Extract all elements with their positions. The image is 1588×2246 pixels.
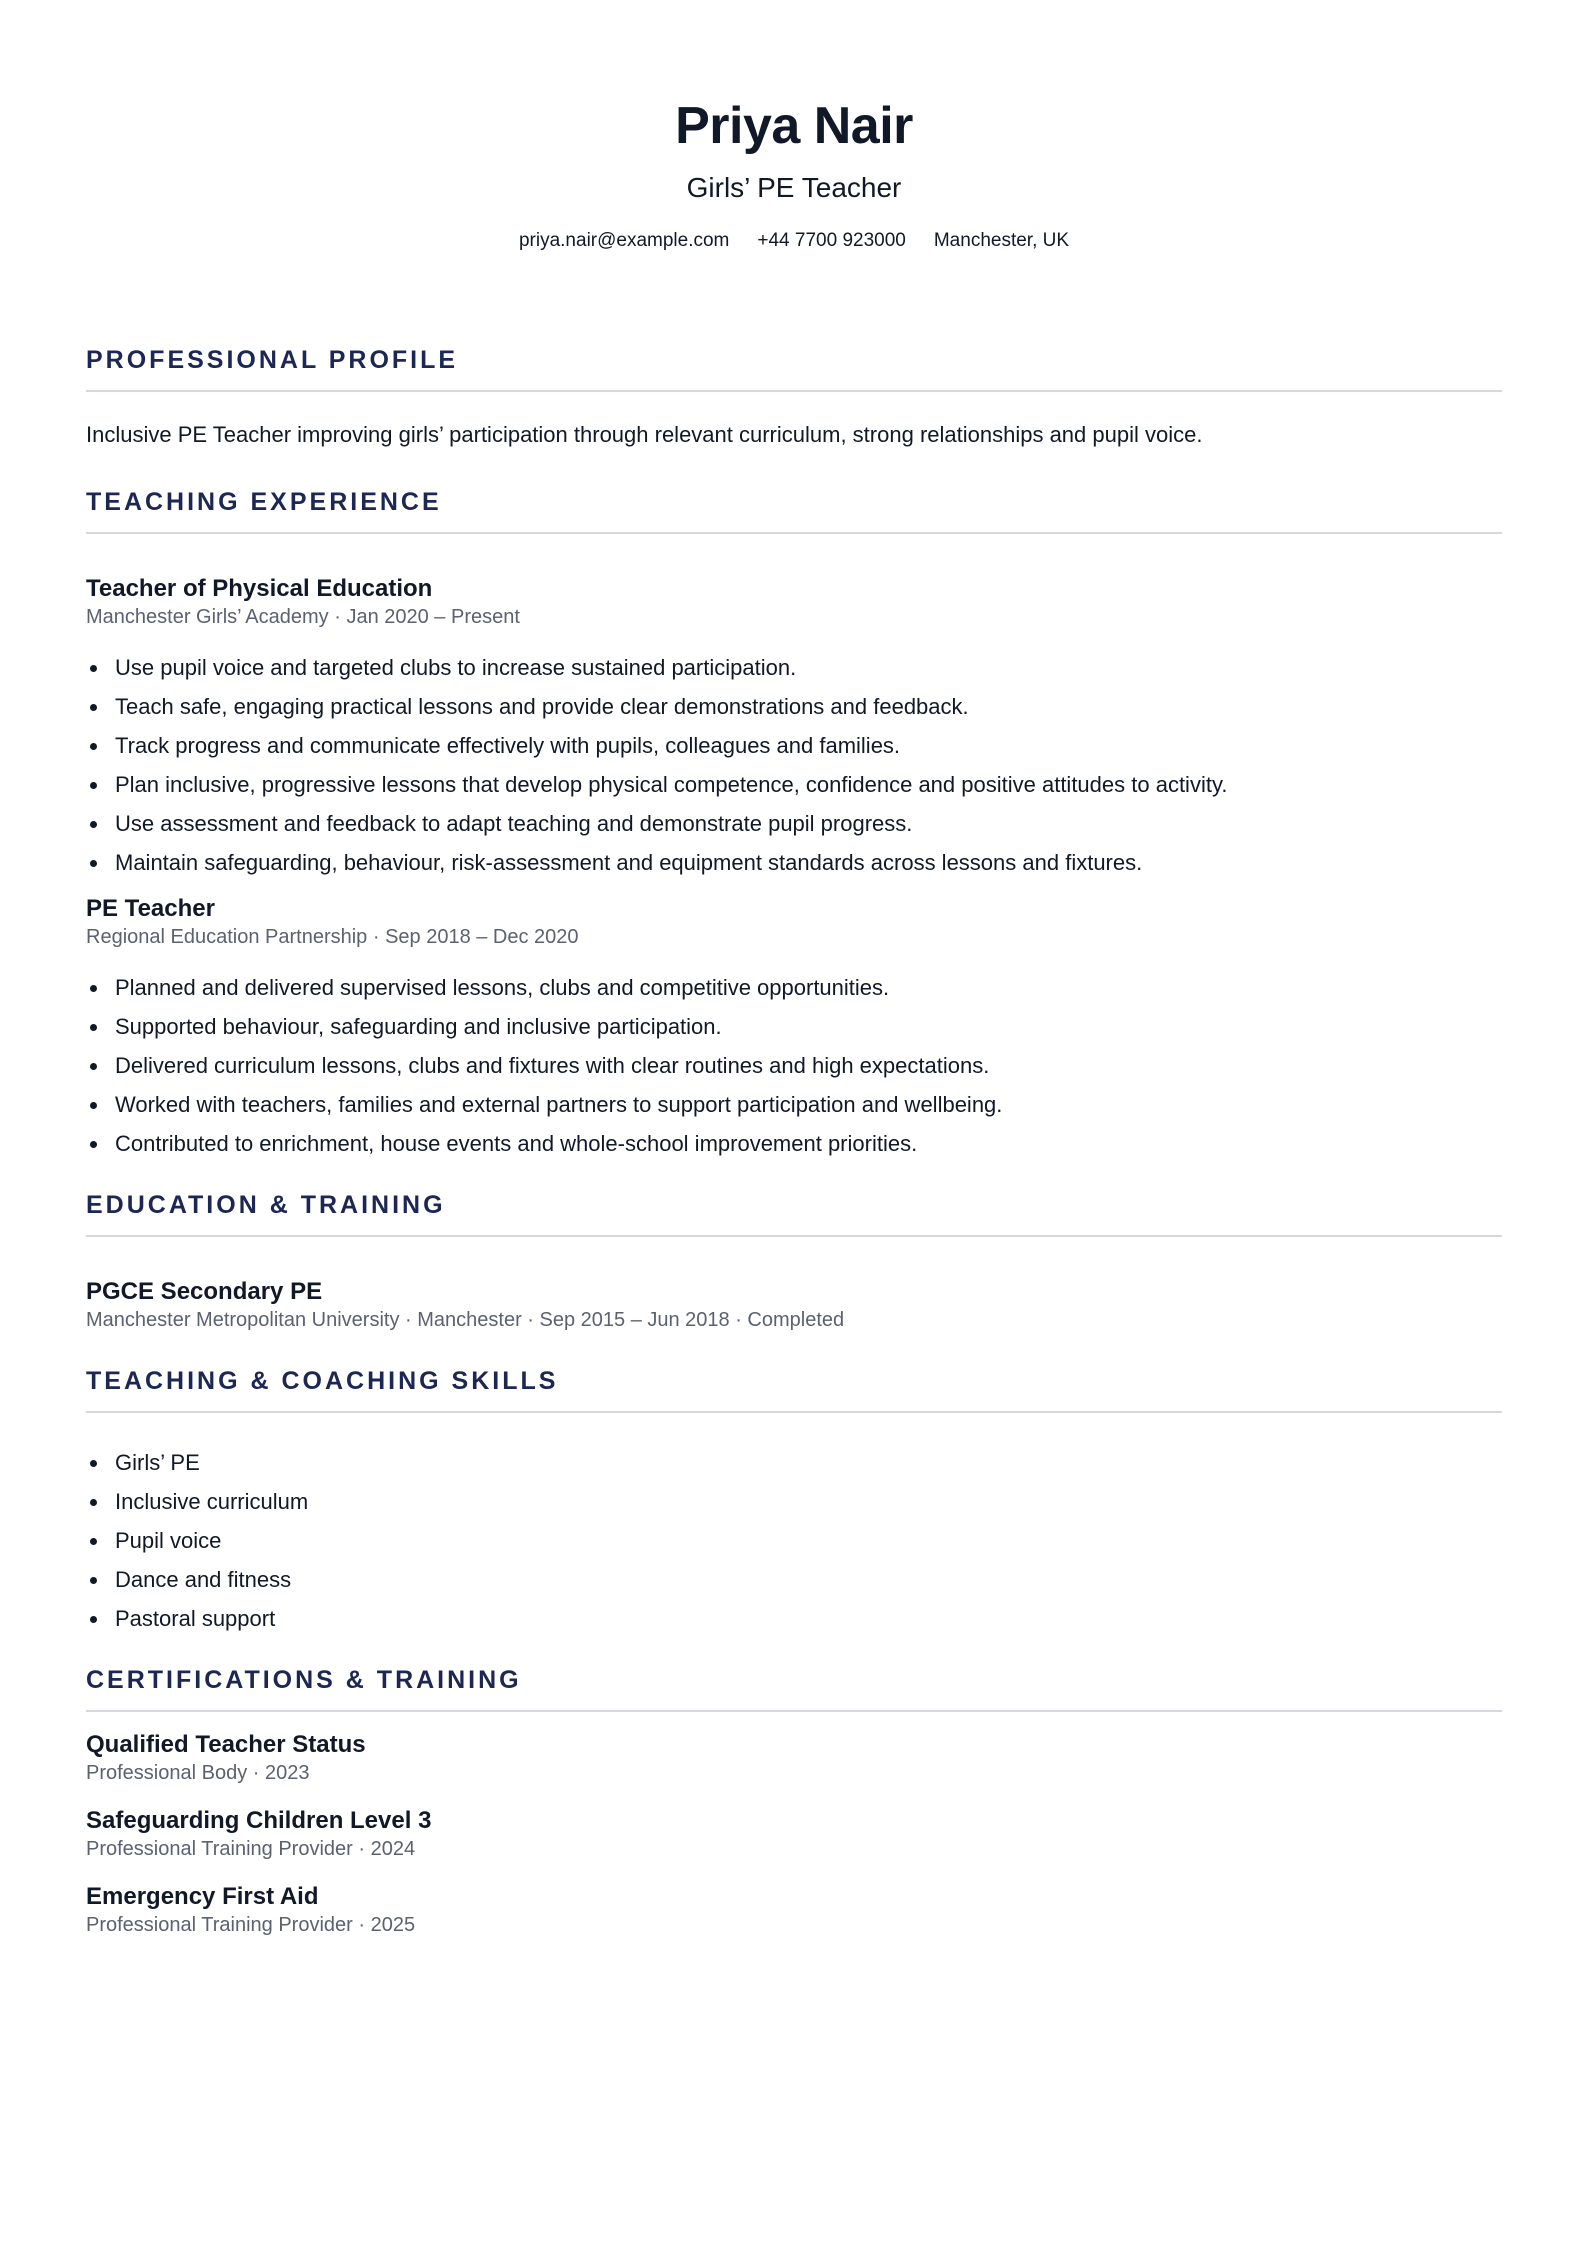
skill-item: Pastoral support [115,1599,1502,1638]
job-meta: Manchester Girls’ Academy · Jan 2020 – Present [86,606,520,628]
contact-phone: +44 7700 923000 [757,230,906,251]
job-bullet: Teach safe, engaging practical lessons and provide clear demonstrations and feedback. [115,687,1502,726]
certification-title: Safeguarding Children Level 3 [86,1807,432,1834]
profile-summary: Inclusive PE Teacher improving girls’ participation through relevant curriculum, strong relationships and pupil voice. [86,422,1203,447]
job-bullet: Use pupil voice and targeted clubs to increase sustained participation. [115,648,1502,687]
education-meta: Manchester Metropolitan University · Manchester · Sep 2015 – Jun 2018 · Completed [86,1309,845,1331]
contact-email: priya.nair@example.com [518,230,730,251]
experience-heading: TEACHING EXPERIENCE [86,488,442,516]
job-bullet: Delivered curriculum lessons, clubs and fixtures with clear routines and high expectations. [115,1046,1502,1085]
certification-title: Emergency First Aid [86,1883,319,1910]
certification-entry [86,1730,1502,1786]
job-title: Teacher of Physical Education [86,575,433,602]
certification-meta: Professional Body · 2023 [86,1762,310,1784]
job-bullets [86,648,1502,882]
contact-line [86,228,1502,254]
section-divider [86,390,1502,392]
certification-meta: Professional Training Provider · 2024 [86,1838,416,1860]
education-entry [86,1277,1502,1333]
section-divider [86,1411,1502,1413]
education-section [86,1189,1502,1333]
profile-section [86,344,1502,450]
experience-section [86,486,1502,1163]
job-entry [86,894,1502,1163]
certification-entry [86,1882,1502,1938]
job-bullet: Plan inclusive, progressive lessons that develop physical competence, confidence and positive attitudes to activity. [115,765,1502,804]
certifications-heading: CERTIFICATIONS & TRAINING [86,1666,522,1694]
education-title: PGCE Secondary PE [86,1278,323,1305]
job-bullet: Track progress and communicate effectively with pupils, colleagues and families. [115,726,1502,765]
skill-item: Girls’ PE [115,1443,1502,1482]
job-bullets [86,968,1502,1163]
job-bullet: Worked with teachers, families and external partners to support participation and wellbeing. [115,1085,1502,1124]
resume-header [86,0,1502,254]
job-meta: Regional Education Partnership · Sep 2018 – Dec 2020 [86,926,579,948]
section-divider [86,1235,1502,1237]
section-divider [86,532,1502,534]
job-title: PE Teacher [86,895,215,922]
certification-title: Qualified Teacher Status [86,1731,366,1758]
skills-section [86,1365,1502,1638]
profile-heading: PROFESSIONAL PROFILE [86,346,459,374]
candidate-name: Priya Nair [675,97,913,155]
certifications-section [86,1664,1502,1938]
education-heading: EDUCATION & TRAINING [86,1191,446,1219]
job-bullet: Supported behaviour, safeguarding and inclusive participation. [115,1007,1502,1046]
section-divider [86,1710,1502,1712]
skill-item: Inclusive curriculum [115,1482,1502,1521]
job-bullet: Use assessment and feedback to adapt teaching and demonstrate pupil progress. [115,804,1502,843]
certification-meta: Professional Training Provider · 2025 [86,1914,416,1936]
job-bullet: Planned and delivered supervised lessons, clubs and competitive opportunities. [115,968,1502,1007]
skill-item: Pupil voice [115,1521,1502,1560]
job-bullet: Contributed to enrichment, house events and whole-school improvement priorities. [115,1124,1502,1163]
certification-entry [86,1806,1502,1862]
skills-list [86,1443,1502,1638]
job-bullet: Maintain safeguarding, behaviour, risk-assessment and equipment standards across lessons and fixtures. [115,843,1502,882]
candidate-title: Girls’ PE Teacher [686,172,902,203]
skills-heading: TEACHING & COACHING SKILLS [86,1367,559,1395]
skill-item: Dance and fitness [115,1560,1502,1599]
job-entry [86,574,1502,882]
contact-location: Manchester, UK [933,230,1070,251]
